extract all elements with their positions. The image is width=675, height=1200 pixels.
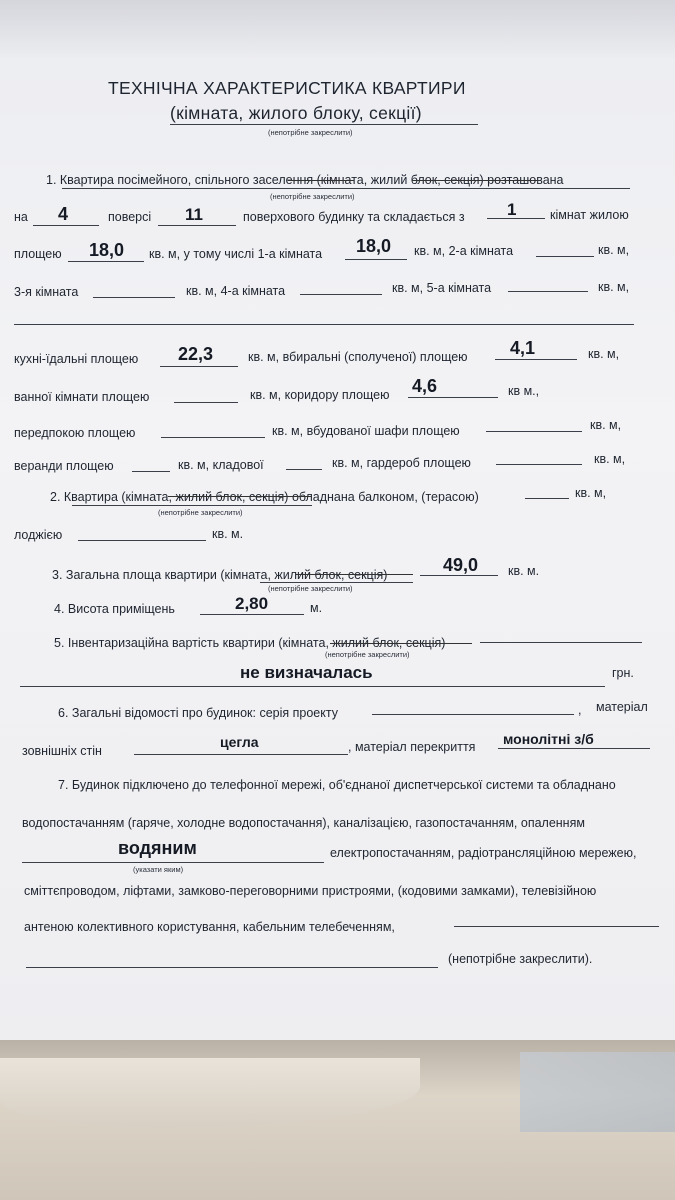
s1-note: (непотрібне закреслити) xyxy=(270,192,355,201)
s2-kvm-dot: кв. м. xyxy=(212,527,244,541)
floor-value: 4 xyxy=(58,204,69,224)
page-shadow xyxy=(0,0,675,60)
s2-note: (непотрібне закреслити) xyxy=(158,508,243,517)
doc-subtitle: (кімната, жилого блоку, секції) xyxy=(170,103,422,123)
height-value: 2,80 xyxy=(235,594,269,613)
s7-note: (указати яким) xyxy=(133,865,184,874)
s1-poversi: поверсі xyxy=(108,210,152,224)
living-area-value: 18,0 xyxy=(89,240,125,260)
s1-kvm-3: кв. м, xyxy=(588,347,620,361)
s1-room3: 3-я кімната xyxy=(14,285,79,299)
s2-kvm: кв. м, xyxy=(575,486,607,500)
s1-kvm-komora: кв. м, кладової xyxy=(178,458,264,472)
s6-roof: , матеріал перекриття xyxy=(348,740,476,754)
s1-kvm-u-tomu: кв. м, у тому числі 1-а кімната xyxy=(149,247,323,261)
s7-line2: водопостачанням (гаряче, холодне водопостачання), каналізацією, газопостачанням, опаленням xyxy=(22,816,585,830)
s5-note: (непотрібне закреслити) xyxy=(325,650,410,659)
s3-paragraph: 3. Загальна площа квартири (кімната, жилий блок, секція) xyxy=(52,568,388,582)
s7-line6: (непотрібне закреслити). xyxy=(448,952,593,966)
doc-title: ТЕХНІЧНА ХАРАКТЕРИСТИКА КВАРТИРИ xyxy=(108,78,466,98)
s1-rooms-text: кімнат жилою xyxy=(550,208,629,222)
s1-ploshcheyu: площею xyxy=(14,247,62,261)
s1-bath: ванної кімнати площею xyxy=(14,390,150,404)
inventory-value: не визначалась xyxy=(240,663,373,682)
denim-background xyxy=(520,1052,675,1132)
s5-paragraph: 5. Інвентаризаційна вартість квартири (кімната, жилий блок, секція) xyxy=(54,636,446,650)
s7-line1: 7. Будинок підключено до телефонної мережі, об'єднаної диспетчерської системи та обладнано xyxy=(58,778,616,792)
s5-unit: грн. xyxy=(612,666,634,680)
s1-kvm-2a: кв. м, 2-а кімната xyxy=(414,244,514,258)
s3-note: (непотрібне закреслити) xyxy=(268,584,353,593)
s1-hall: передпокою площею xyxy=(14,426,136,440)
s1-kvm-garderob: кв. м, гардероб площею xyxy=(332,456,471,470)
s7-line3: електропостачанням, радіотрансляційною мережею, xyxy=(330,846,637,860)
s1-kvm-4: кв. м, xyxy=(590,418,622,432)
rooms-value: 1 xyxy=(507,200,517,219)
s6-paragraph: 6. Загальні відомості про будинок: серія проекту xyxy=(58,706,338,720)
s1-kvm-5: кв. м, xyxy=(594,452,626,466)
s4-unit: м. xyxy=(310,601,323,615)
s1-veranda: веранди площею xyxy=(14,459,114,473)
s1-kvm-wc: кв. м, вбиральні (сполученої) площею xyxy=(248,350,468,364)
s6-walls: зовнішніх стін xyxy=(22,744,102,758)
room1-value: 18,0 xyxy=(356,236,392,256)
s1-kvm-shafa: кв. м, вбудованої шафи площею xyxy=(272,424,460,438)
s1-paragraph: 1. Квартира посімейного, спільного заселення (кімната, жилий блок, секція) розташована xyxy=(46,173,564,187)
s2-paragraph: 2. Квартира (кімната, жилий блок, секція) обладнана балконом, (терасою) xyxy=(50,490,479,504)
s7-line4: сміттєпроводом, ліфтами, замково-переговорними пристроями, (кодовими замками), телевізійною xyxy=(24,884,597,898)
s6-comma: , xyxy=(578,703,582,717)
s1-kvm-dot: кв м., xyxy=(508,384,540,398)
s6-material: матеріал xyxy=(596,700,648,714)
s7-line5: антеною колективного користування, кабельним телебеченням, xyxy=(24,920,395,934)
roof-value: монолітні з/б xyxy=(503,731,594,747)
total-area-value: 49,0 xyxy=(443,555,479,575)
wc-value: 4,1 xyxy=(510,338,536,358)
title-note: (непотрібне закреслити) xyxy=(268,128,353,137)
walls-value: цегла xyxy=(220,734,259,750)
s1-pover-text: поверхового будинку та складається з xyxy=(243,210,465,224)
s2-loggia: лоджією xyxy=(14,528,63,542)
s1-na: на xyxy=(14,210,28,224)
heating-value: водяним xyxy=(118,838,197,858)
s4-paragraph: 4. Висота приміщень xyxy=(54,602,175,616)
s1-kvm-4a: кв. м, 4-а кімната xyxy=(186,284,286,298)
s3-unit: кв. м. xyxy=(508,564,540,578)
s1-kvm-1: кв. м, xyxy=(598,243,630,257)
s1-kitchen: кухні-їдальні площею xyxy=(14,352,139,366)
corridor-value: 4,6 xyxy=(412,376,438,396)
s1-kvm-corr: кв. м, коридору площею xyxy=(250,388,390,402)
s1-kvm-5a: кв. м, 5-а кімната xyxy=(392,281,492,295)
floors-value: 11 xyxy=(185,205,203,224)
s1-kvm-2: кв. м, xyxy=(598,280,630,294)
kitchen-value: 22,3 xyxy=(178,344,214,364)
